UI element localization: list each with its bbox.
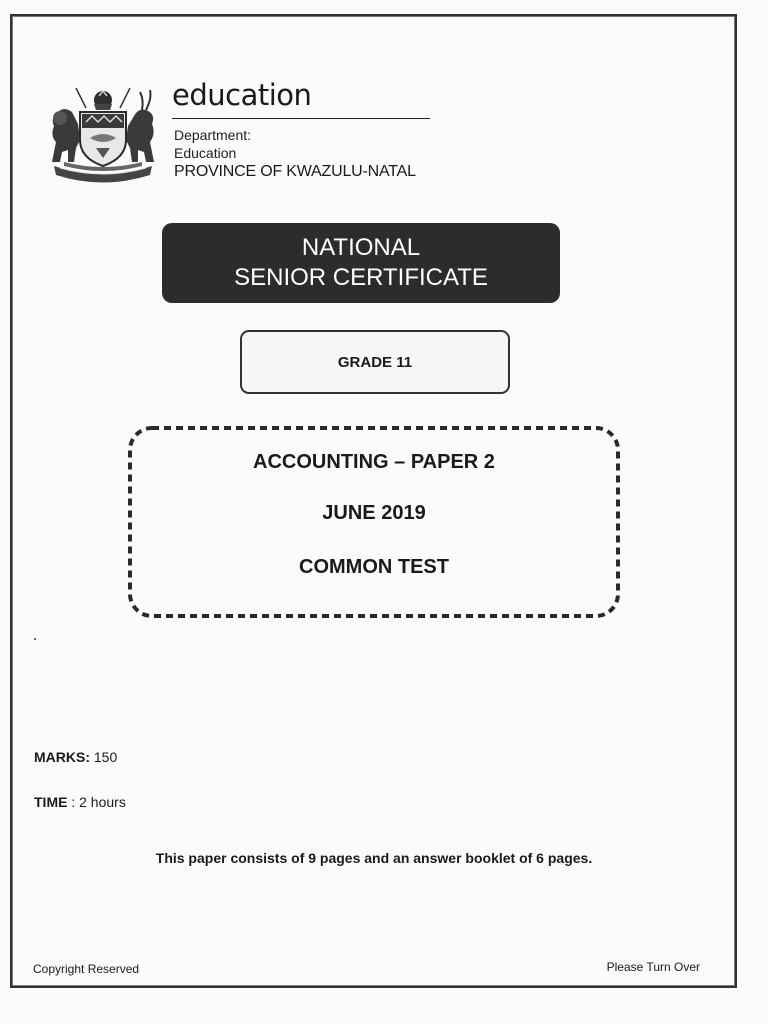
department-name: Education [174,145,237,161]
marks-label: MARKS: [34,749,90,765]
turn-over-text: Please Turn Over [606,960,700,974]
paper-info: This paper consists of 9 pages and an answer booklet of 6 pages. [155,850,593,866]
grade-label: GRADE 11 [337,353,413,371]
province-name: PROVINCE OF KWAZULU-NATAL [174,163,416,180]
marks-value: 150 [93,749,118,765]
certificate-line-1: NATIONAL [301,234,421,261]
certificate-line-2: SENIOR CERTIFICATE [234,264,488,291]
department-title: education [172,78,312,112]
subject-title: ACCOUNTING – PAPER 2 [253,451,495,473]
certificate-banner [162,223,560,303]
scan-speck [34,638,36,640]
grade-box [240,330,510,394]
time-value: : 2 hours [71,794,126,810]
exam-date: JUNE 2019 [322,502,426,524]
coat-of-arms-icon [46,82,160,184]
time-label: TIME [34,794,68,810]
marks-line [34,749,117,765]
copyright-text: Copyright Reserved [33,962,140,976]
title-underline [172,118,430,119]
exam-type: COMMON TEST [299,556,449,578]
time-line [34,794,126,810]
department-label: Department: [174,127,252,143]
